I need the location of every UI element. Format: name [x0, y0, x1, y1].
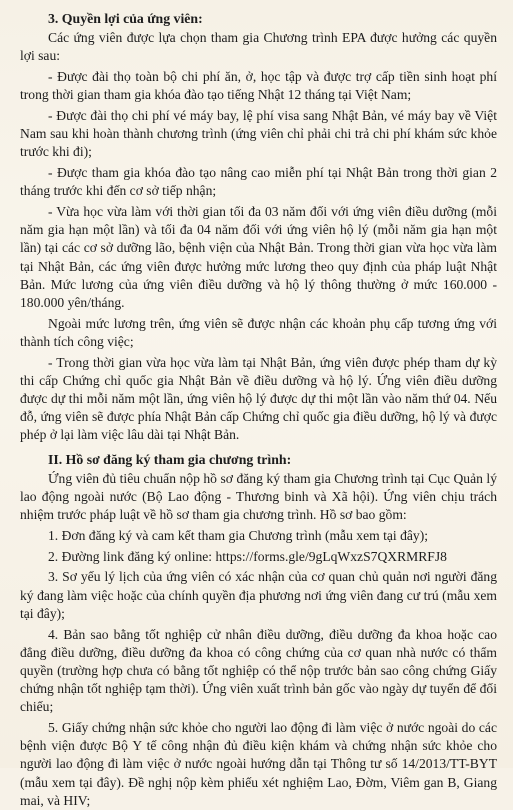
application-item-1: 1. Đơn đăng ký và cam kết tham gia Chương trình (mẫu xem tại đây);	[48, 527, 429, 543]
application-item-5: 5. Giấy chứng nhận sức khỏe cho người lao động đi làm việc ở nước ngoài do các bệnh viện được Bộ Y tế công nhận đủ điều kiện khám và chứng nhận sức khỏe cho người lao động đi làm việc ở nước ngoài hướng dẫn tại Thông tư số 14/2013/TT-BYT (mẫu xem tại đây). Đề nghị nộp kèm phiếu xét nghiệm Lao, Đờm, Viêm gan B, Giang mai, và HIV;	[20, 720, 497, 808]
application-item-2-link[interactable]: 2. Đường link đăng ký online: https://forms.gle/9gLqWxzS7QXRMRFJ8	[48, 548, 447, 564]
benefit-item-4: - Vừa học vừa làm với thời gian tối đa 03 năm đối với ứng viên điều dưỡng (mỗi năm gia hạn một lần) và tối đa 04 năm đối với ứng viên hộ lý (mỗi năm gia hạn một lần) tại các cơ sở dưỡng lão, bệnh viện của Nhật Bản. Trong thời gian vừa học vừa làm tại Nhật Bản, các ứng viên được hưởng mức lương theo quy định của pháp luật Nhật Bản. Mức lương của ứng viên điều dưỡng và hộ lý thông thường ở mức 160.000 - 180.000 yên/tháng.	[20, 204, 497, 311]
benefit-item-2: - Được đài thọ chi phí vé máy bay, lệ phí visa sang Nhật Bản, vé máy bay về Việt Nam sau khi hoàn thành chương trình (ứng viên chỉ phải chi trả chi phí khám sức khỏe trước khi đi);	[20, 108, 497, 160]
section-heading-benefits: 3. Quyền lợi của ứng viên:	[48, 11, 203, 26]
section-heading-application: II. Hồ sơ đăng ký tham gia chương trình:	[48, 451, 292, 467]
application-intro: Ứng viên đủ tiêu chuẩn nộp hồ sơ đăng ký tham gia Chương trình tại Cục Quản lý lao động ngoài nước (Bộ Lao động - Thương binh và Xã hội). Ứng viên chịu trách nhiệm trước pháp luật về hồ sơ tham gia chương trình. Hồ sơ bao gồm:	[20, 470, 497, 523]
application-item-4: 4. Bản sao bằng tốt nghiệp cử nhân điều dưỡng, điều dưỡng đa khoa hoặc cao đẳng điều dưỡng, điều dưỡng đa khoa có công chứng của cơ quan nhà nước có thẩm quyền (trường hợp chưa có bằng tốt nghiệp có thể nộp trước bản sao công chứng Giấy chứng nhận tốt nghiệp tạm thời). Ứng viên xuất trình bản gốc vào ngày dự tuyển để đối chiếu;	[20, 626, 497, 715]
benefit-item-1: - Được đài thọ toàn bộ chi phí ăn, ở, học tập và được trợ cấp tiền sinh hoạt phí trong thời gian tham gia khóa đào tạo tiếng Nhật 12 tháng tại Việt Nam;	[20, 69, 497, 103]
benefit-item-5: Ngoài mức lương trên, ứng viên sẽ được nhận các khoản phụ cấp tương ứng với thành tích công việc;	[20, 315, 497, 349]
benefits-intro: Các ứng viên được lựa chọn tham gia Chương trình EPA được hưởng các quyền lợi sau:	[20, 30, 497, 64]
benefit-item-3: - Được tham gia khóa đào tạo nâng cao miễn phí tại Nhật Bản trong thời gian 2 tháng trước khi đến cơ sở tiếp nhận;	[20, 165, 497, 199]
benefit-item-6: - Trong thời gian vừa học vừa làm tại Nhật Bản, ứng viên được phép tham dự kỳ thi cấp Chứng chỉ quốc gia Nhật Bản về điều dưỡng và hộ lý. Ứng viên điều dưỡng được dự thi mỗi năm một lần, ứng viên hộ lý được dự thi một lần vào năm thứ 04. Nếu đỗ, ứng viên sẽ được phía Nhật Bản cấp Chứng chỉ quốc gia điều dưỡng, hộ lý và được phép ở lại làm việc lâu dài tại Nhật Bản.	[20, 354, 497, 443]
application-item-3: 3. Sơ yếu lý lịch của ứng viên có xác nhận của cơ quan chủ quản nơi người đăng ký đang làm việc hoặc của chính quyền địa phương nơi ứng viên đang cư trú (mẫu xem tại đây);	[20, 569, 497, 621]
